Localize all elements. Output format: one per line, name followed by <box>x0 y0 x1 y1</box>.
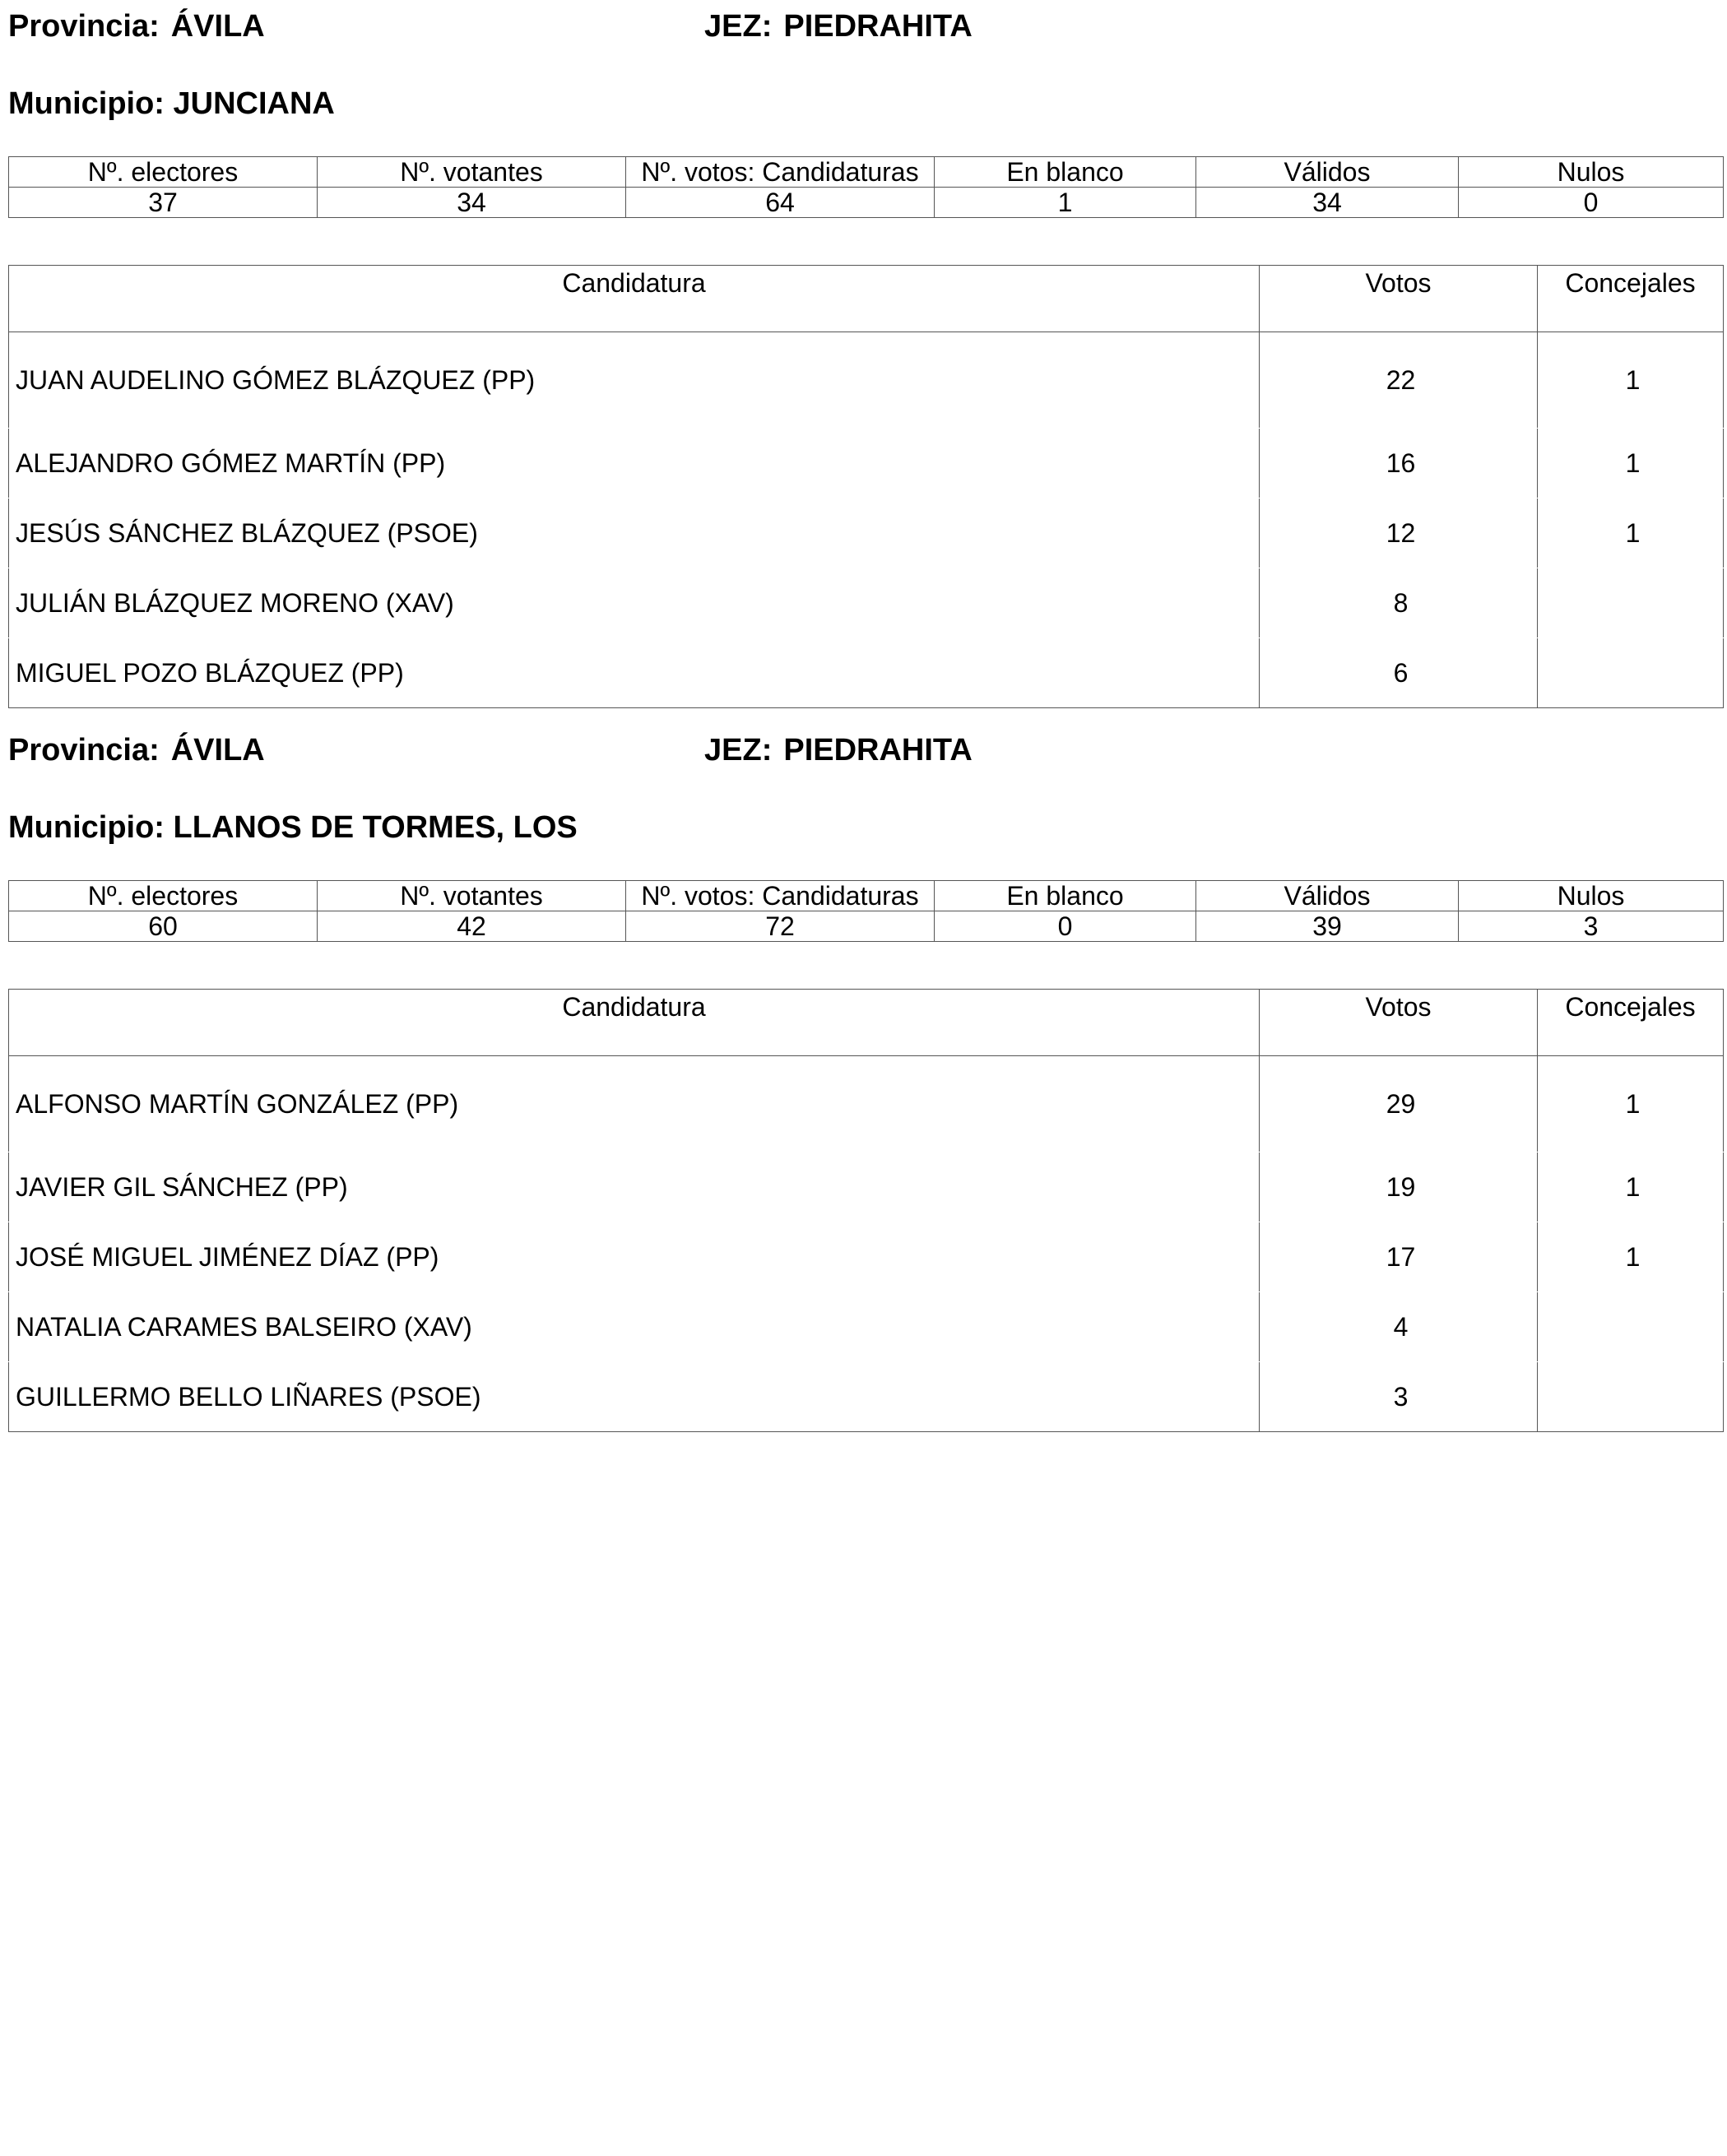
table-row <box>9 638 1724 708</box>
municipio-heading <box>8 86 335 122</box>
candidate-votes: 16 <box>1260 429 1538 498</box>
candidate-councillors: 1 <box>1538 429 1724 498</box>
candidates-table <box>8 265 1724 708</box>
candidate-votes: 4 <box>1260 1292 1538 1362</box>
candidate-name: JESÚS SÁNCHEZ BLÁZQUEZ (PSOE) <box>9 498 1260 568</box>
candidate-votes: 12 <box>1260 498 1538 568</box>
header-votos: Votos <box>1260 266 1538 332</box>
header-electores: Nº. electores <box>9 881 318 911</box>
provincia-heading <box>8 732 265 768</box>
summary-header-row <box>9 157 1724 188</box>
value-votantes: 34 <box>318 188 626 218</box>
candidate-votes: 29 <box>1260 1056 1538 1152</box>
candidates-header-row <box>9 266 1724 332</box>
header-votos: Votos <box>1260 990 1538 1056</box>
table-row <box>9 1222 1724 1292</box>
value-validos: 39 <box>1196 911 1459 942</box>
summary-value-row <box>9 188 1724 218</box>
header-votos-candidaturas: Nº. votos: Candidaturas <box>626 881 935 911</box>
municipio-value: JUNCIANA <box>173 86 335 121</box>
candidates-table <box>8 989 1724 1432</box>
value-votos-candidaturas: 72 <box>626 911 935 942</box>
table-row <box>9 429 1724 498</box>
header-votantes: Nº. votantes <box>318 881 626 911</box>
candidate-councillors: 1 <box>1538 1222 1724 1292</box>
value-en-blanco: 1 <box>935 188 1196 218</box>
header-candidatura: Candidatura <box>9 990 1260 1056</box>
jez-label: JEZ: <box>704 733 773 767</box>
candidate-name: MIGUEL POZO BLÁZQUEZ (PP) <box>9 638 1260 708</box>
provincia-value: ÁVILA <box>170 9 265 44</box>
header-validos: Válidos <box>1196 881 1459 911</box>
candidate-votes: 22 <box>1260 332 1538 429</box>
value-nulos: 0 <box>1459 188 1724 218</box>
jez-heading <box>704 732 973 768</box>
candidates-header-row <box>9 990 1724 1056</box>
candidate-name: ALFONSO MARTÍN GONZÁLEZ (PP) <box>9 1056 1260 1152</box>
candidate-name: JULIÁN BLÁZQUEZ MORENO (XAV) <box>9 568 1260 638</box>
value-votantes: 42 <box>318 911 626 942</box>
candidate-councillors: 1 <box>1538 1152 1724 1222</box>
candidate-councillors: 1 <box>1538 498 1724 568</box>
value-votos-candidaturas: 64 <box>626 188 935 218</box>
summary-table <box>8 880 1724 942</box>
table-row <box>9 332 1724 429</box>
municipio-value: LLANOS DE TORMES, LOS <box>173 810 578 845</box>
candidate-councillors <box>1538 1292 1724 1362</box>
table-row <box>9 1056 1724 1152</box>
table-row <box>9 1362 1724 1432</box>
header-en-blanco: En blanco <box>935 157 1196 188</box>
value-nulos: 3 <box>1459 911 1724 942</box>
candidate-name: GUILLERMO BELLO LIÑARES (PSOE) <box>9 1362 1260 1432</box>
summary-value-row <box>9 911 1724 942</box>
municipality-section-2 <box>8 724 1723 1415</box>
summary-header-row <box>9 881 1724 911</box>
candidate-votes: 3 <box>1260 1362 1538 1432</box>
candidate-councillors: 1 <box>1538 332 1724 429</box>
candidate-name: JUAN AUDELINO GÓMEZ BLÁZQUEZ (PP) <box>9 332 1260 429</box>
header-votantes: Nº. votantes <box>318 157 626 188</box>
summary-table <box>8 156 1724 218</box>
header-votos-candidaturas: Nº. votos: Candidaturas <box>626 157 935 188</box>
candidate-votes: 6 <box>1260 638 1538 708</box>
header-candidatura: Candidatura <box>9 266 1260 332</box>
value-electores: 60 <box>9 911 318 942</box>
provincia-label: Provincia: <box>8 733 160 767</box>
municipality-section-1 <box>8 0 1723 691</box>
candidate-councillors <box>1538 638 1724 708</box>
candidate-name: JAVIER GIL SÁNCHEZ (PP) <box>9 1152 1260 1222</box>
candidate-councillors: 1 <box>1538 1056 1724 1152</box>
candidate-votes: 8 <box>1260 568 1538 638</box>
municipio-label: Municipio: <box>8 810 165 845</box>
jez-value: PIEDRAHITA <box>783 733 973 767</box>
header-validos: Válidos <box>1196 157 1459 188</box>
candidate-name: ALEJANDRO GÓMEZ MARTÍN (PP) <box>9 429 1260 498</box>
provincia-label: Provincia: <box>8 9 160 44</box>
header-electores: Nº. electores <box>9 157 318 188</box>
header-concejales: Concejales <box>1538 990 1724 1056</box>
jez-heading <box>704 8 973 44</box>
value-electores: 37 <box>9 188 318 218</box>
table-row <box>9 498 1724 568</box>
header-nulos: Nulos <box>1459 157 1724 188</box>
candidate-name: NATALIA CARAMES BALSEIRO (XAV) <box>9 1292 1260 1362</box>
header-en-blanco: En blanco <box>935 881 1196 911</box>
table-row <box>9 1292 1724 1362</box>
value-validos: 34 <box>1196 188 1459 218</box>
municipio-heading <box>8 809 578 846</box>
table-row <box>9 1152 1724 1222</box>
header-nulos: Nulos <box>1459 881 1724 911</box>
provincia-value: ÁVILA <box>170 733 265 767</box>
municipio-label: Municipio: <box>8 86 165 121</box>
header-concejales: Concejales <box>1538 266 1724 332</box>
candidate-councillors <box>1538 568 1724 638</box>
value-en-blanco: 0 <box>935 911 1196 942</box>
candidate-votes: 17 <box>1260 1222 1538 1292</box>
jez-label: JEZ: <box>704 9 773 44</box>
table-row <box>9 568 1724 638</box>
candidate-votes: 19 <box>1260 1152 1538 1222</box>
jez-value: PIEDRAHITA <box>783 9 973 44</box>
provincia-heading <box>8 8 265 44</box>
candidate-name: JOSÉ MIGUEL JIMÉNEZ DÍAZ (PP) <box>9 1222 1260 1292</box>
candidate-councillors <box>1538 1362 1724 1432</box>
